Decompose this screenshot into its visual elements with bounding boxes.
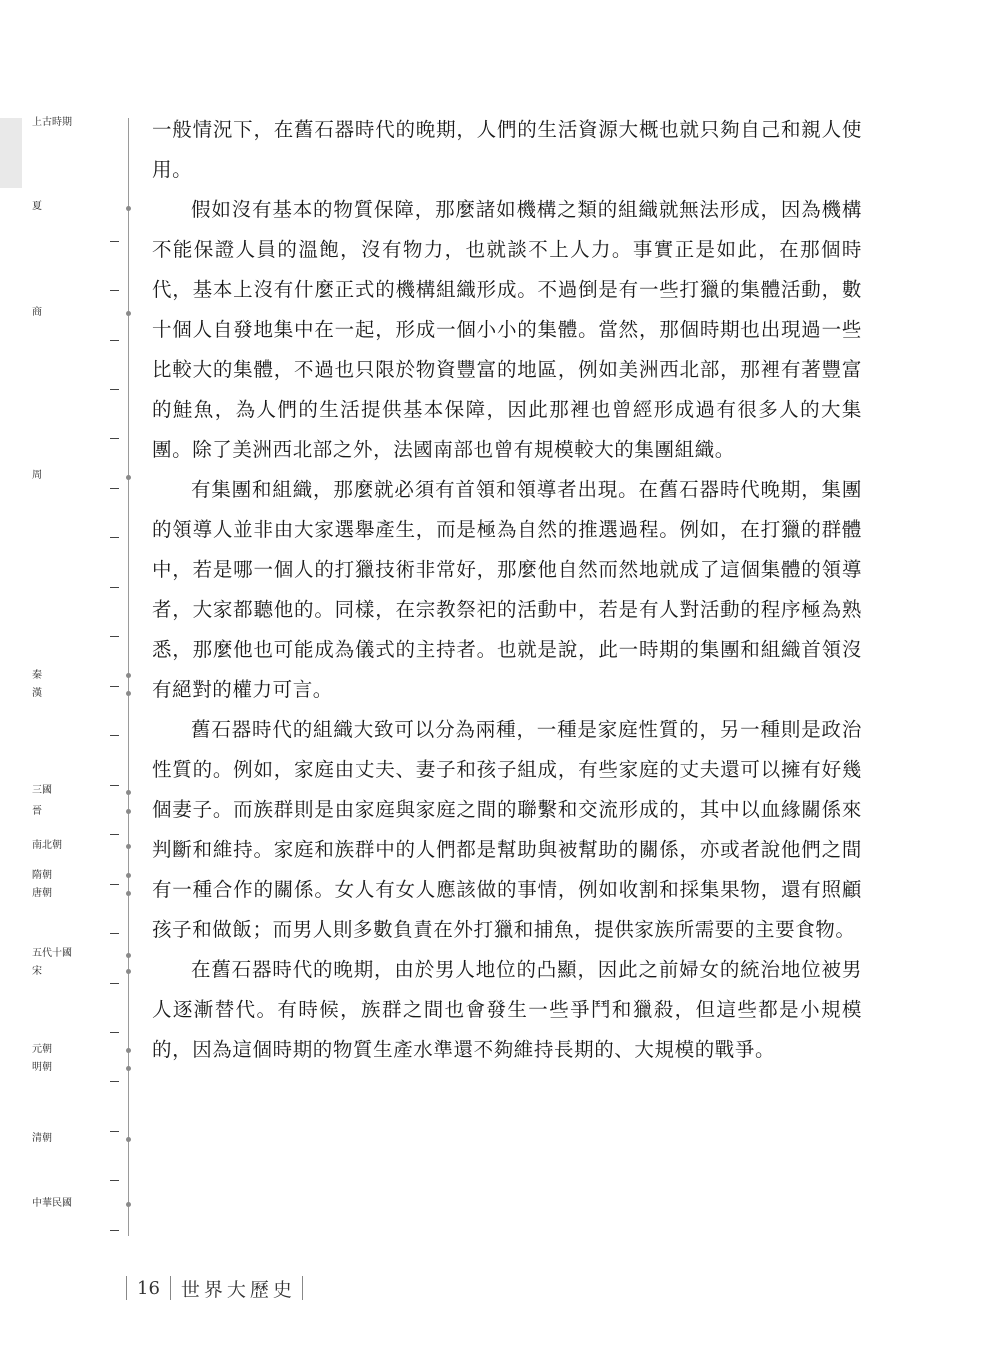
year-tick [110, 537, 119, 538]
era-label: 漢 [32, 688, 42, 699]
year-tick [110, 587, 119, 588]
era-marker-dot [126, 475, 131, 480]
era-label: 南北朝 [32, 840, 62, 851]
era-label: 上古時期 [32, 117, 72, 128]
paragraph: 有集團和組織，那麼就必須有首領和領導者出現。在舊石器時代晚期，集團的領導人並非由大家選舉產生，而是極為自然的推選過程。例如，在打獵的群體中，若是哪一個人的打獵技術非常好，那麼他自然而然地就成了這個集體的領導者，大家都聽他的。同樣，在宗教祭祀的活動中，若是有人對活動的程序極為熟悉，那麼他也可能成為儀式的主持者。也就是說，此一時期的集團和組織首領沒有絕對的權力可言。 [152, 478, 862, 701]
era-label: 秦 [32, 670, 42, 681]
year-tick [110, 834, 119, 835]
page-footer [126, 1273, 303, 1303]
year-tick [110, 488, 119, 489]
timeline-sidebar [0, 0, 140, 1353]
era-marker-dot [126, 809, 131, 814]
era-label: 隋朝 [32, 870, 52, 881]
era-marker-dot [126, 691, 131, 696]
body-text [152, 110, 862, 1070]
year-tick [110, 340, 119, 341]
era-label: 元朝 [32, 1044, 52, 1055]
paragraph: 在舊石器時代的晚期，由於男人地位的凸顯，因此之前婦女的統治地位被男人逐漸替代。有時候，族群之間也會發生一些爭鬥和獵殺，但這些都是小規模的，因為這個時期的物質生產水準還不夠維持長期的、大規模的戰爭。 [152, 958, 862, 1061]
year-tick [110, 884, 119, 885]
era-marker-dot [126, 844, 131, 849]
era-label: 晉 [32, 806, 42, 817]
era-label: 清朝 [32, 1133, 52, 1144]
year-tick [110, 389, 119, 390]
era-label: 周 [32, 470, 42, 481]
year-tick [110, 686, 119, 687]
year-tick [110, 290, 119, 291]
page-number: 16 [137, 1277, 160, 1299]
year-tick [110, 1032, 119, 1033]
paragraph: 舊石器時代的組織大致可以分為兩種，一種是家庭性質的，另一種則是政治性質的。例如，家庭由丈夫、妻子和孩子組成，有些家庭的丈夫還可以擁有好幾個妻子。而族群則是由家庭與家庭之間的聯繫和交流形成的，其中以血緣關係來判斷和維持。家庭和族群中的人們都是幫助與被幫助的關係，亦或者說他們之間有一種合作的關係。女人有女人應該做的事情，例如收割和採集果物，還有照顧孩子和做飯；而男人則多數負責在外打獵和捕魚，提供家族所需要的主要食物。 [152, 718, 862, 941]
year-tick [110, 1081, 119, 1082]
era-marker-dot [126, 873, 131, 878]
era-label: 三國 [32, 785, 52, 796]
era-marker-dot [126, 969, 131, 974]
paragraph: 假如沒有基本的物質保障，那麼諸如機構之類的組織就無法形成，因為機構不能保證人員的溫飽，沒有物力，也就談不上人力。事實正是如此，在那個時代，基本上沒有什麼正式的機構組織形成。不過倒是有一些打獵的集體活動，數十個人自發地集中在一起，形成一個小小的集體。當然，那個時期也出現過一些比較大的集體，不過也只限於物資豐富的地區，例如美洲西北部，那裡有著豐富的鮭魚，為人們的生活提供基本保障，因此那裡也曾經形成過有很多人的大集團。除了美洲西北部之外，法國南部也曾有規模較大的集團組織。 [152, 198, 862, 461]
paragraph: 一般情況下，在舊石器時代的晚期，人們的生活資源大概也就只夠自己和親人使用。 [152, 118, 862, 181]
era-marker-dot [126, 1048, 131, 1053]
era-marker-dot [126, 206, 131, 211]
era-marker-dot [126, 1202, 131, 1207]
year-tick [110, 1180, 119, 1181]
era-marker-dot [126, 953, 131, 958]
era-marker-dot [126, 673, 131, 678]
year-tick [110, 785, 119, 786]
era-label: 五代十國 [32, 948, 72, 959]
era-marker-dot [126, 1066, 131, 1071]
year-tick [110, 933, 119, 934]
year-tick [110, 241, 119, 242]
era-label: 唐朝 [32, 888, 52, 899]
era-marker-dot [126, 1137, 131, 1142]
era-label: 夏 [32, 201, 42, 212]
era-label: 明朝 [32, 1062, 52, 1073]
era-label: 商 [32, 307, 42, 318]
book-title: 世界大歷史 [180, 1278, 296, 1301]
era-label: 中華民國 [32, 1198, 72, 1209]
year-tick [110, 983, 119, 984]
year-tick [110, 1230, 119, 1231]
era-marker-dot [126, 311, 131, 316]
year-tick [110, 636, 119, 637]
year-tick [110, 438, 119, 439]
era-marker-dot [126, 790, 131, 795]
year-tick [110, 735, 119, 736]
footer-divider [302, 1276, 303, 1300]
era-marker-dot [126, 891, 131, 896]
year-tick [110, 1131, 119, 1132]
era-label: 宋 [32, 966, 42, 977]
